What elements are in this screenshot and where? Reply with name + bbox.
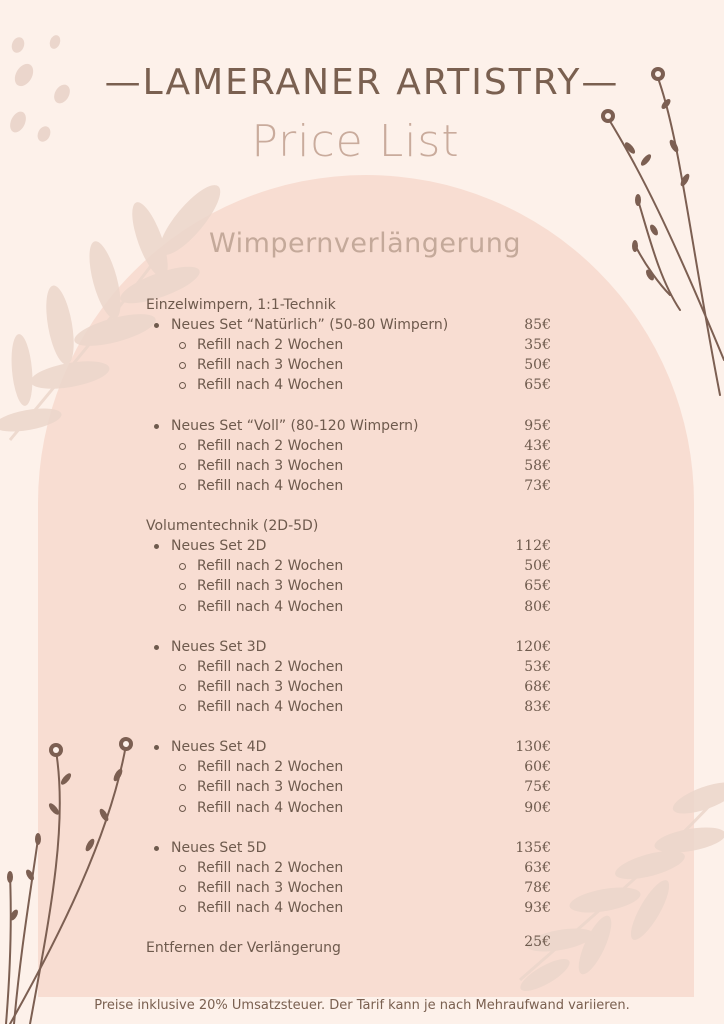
bullet-circle-icon [179, 443, 186, 450]
item-label: Refill nach 3 Wochen [197, 457, 344, 474]
item-price: 78€ [524, 879, 551, 896]
bullet-circle-icon [179, 704, 186, 711]
item-price: 50€ [524, 357, 551, 374]
price-refill-row [0, 858, 724, 878]
price-refill-row [0, 697, 724, 717]
price-refill-row [0, 335, 724, 355]
removal-row [0, 934, 724, 958]
item-label: Refill nach 4 Wochen [197, 477, 344, 494]
price-set-row [0, 416, 724, 436]
item-label: Refill nach 2 Wochen [197, 658, 344, 675]
bullet-circle-icon [179, 563, 186, 570]
item-label: Neues Set “Natürlich” (50-80 Wimpern) [171, 317, 449, 334]
price-refill-row [0, 657, 724, 677]
price-refill-row [0, 456, 724, 476]
price-refill-row [0, 355, 724, 375]
bullet-circle-icon [179, 865, 186, 872]
item-label: Refill nach 4 Wochen [197, 377, 344, 394]
footer-note: Preise inklusive 20% Umsatzsteuer. Der Tarif kann je nach Mehraufwand variieren. [94, 998, 630, 1013]
item-label: Neues Set 3D [171, 638, 267, 655]
price-set-row [0, 536, 724, 556]
bullet-circle-icon [179, 483, 186, 490]
brand-title: —LAMERANER ARTISTRY— [104, 62, 620, 103]
price-refill-row [0, 757, 724, 777]
price-refill-row [0, 556, 724, 576]
item-label: Refill nach 4 Wochen [197, 598, 344, 615]
price-refill-row [0, 597, 724, 617]
bullet-circle-icon [179, 664, 186, 671]
bullet-circle-icon [179, 583, 186, 590]
price-refill-row [0, 476, 724, 496]
bullet-circle-icon [179, 905, 186, 912]
item-price: 73€ [524, 477, 551, 494]
price-refill-row [0, 576, 724, 596]
item-price: 93€ [524, 900, 551, 916]
price-refill-row [0, 798, 724, 818]
bullet-circle-icon [179, 342, 186, 349]
item-price: 65€ [524, 578, 551, 595]
bullet-disc-icon [154, 424, 159, 429]
item-label: Refill nach 3 Wochen [197, 578, 344, 595]
bullet-circle-icon [179, 885, 186, 892]
item-price: 58€ [524, 457, 551, 474]
item-label: Refill nach 3 Wochen [197, 357, 344, 374]
item-price: 95€ [524, 417, 551, 434]
item-price: 120€ [515, 638, 551, 655]
item-price: 135€ [515, 839, 551, 856]
item-label: Refill nach 2 Wochen [197, 759, 344, 776]
bullet-circle-icon [179, 784, 186, 791]
group-heading [0, 295, 724, 315]
page-title: Price List [251, 116, 460, 167]
item-price: 90€ [524, 799, 551, 816]
item-label: Neues Set 5D [171, 839, 267, 856]
item-label: Refill nach 3 Wochen [197, 779, 344, 796]
bullet-circle-icon [179, 382, 186, 389]
section-title: Wimpernverlängerung [209, 228, 521, 259]
item-price: 85€ [524, 317, 551, 334]
item-price: 50€ [524, 558, 551, 575]
price-set-row [0, 838, 724, 858]
item-label: Refill nach 2 Wochen [197, 337, 344, 354]
price-refill-row [0, 436, 724, 456]
item-price: 65€ [524, 377, 551, 394]
item-label: Neues Set 4D [171, 739, 267, 756]
price-set-row [0, 315, 724, 335]
bullet-disc-icon [154, 645, 159, 650]
item-price: 63€ [524, 859, 551, 876]
item-label: Volumentechnik (2D-5D) [146, 518, 319, 535]
item-label: Refill nach 2 Wochen [197, 558, 344, 575]
item-price: 112€ [515, 538, 551, 555]
bullet-circle-icon [179, 764, 186, 771]
item-label: Refill nach 3 Wochen [197, 879, 344, 896]
item-price: 80€ [524, 598, 551, 615]
price-set-row [0, 737, 724, 757]
bullet-circle-icon [179, 805, 186, 812]
item-price: 68€ [524, 678, 551, 695]
price-refill-row [0, 878, 724, 898]
item-label: Refill nach 4 Wochen [197, 699, 344, 715]
item-price: 75€ [524, 779, 551, 796]
item-label: Entfernen der Verlängerung [146, 940, 341, 957]
item-label: Refill nach 4 Wochen [197, 900, 344, 916]
item-price: 83€ [524, 699, 551, 715]
item-price: 43€ [524, 437, 551, 454]
item-label: Refill nach 3 Wochen [197, 678, 344, 695]
price-refill-row [0, 375, 724, 395]
item-label: Neues Set “Voll” (80-120 Wimpern) [171, 417, 419, 434]
item-label: Refill nach 2 Wochen [197, 437, 344, 454]
item-label: Refill nach 2 Wochen [197, 859, 344, 876]
bullet-circle-icon [179, 604, 186, 611]
price-refill-row [0, 898, 724, 918]
bullet-circle-icon [179, 684, 186, 691]
group-heading [0, 516, 724, 536]
bullet-disc-icon [154, 745, 159, 750]
price-refill-row [0, 677, 724, 697]
item-price: 60€ [524, 759, 551, 776]
bullet-disc-icon [154, 544, 159, 549]
item-price: 25€ [524, 934, 551, 951]
bullet-disc-icon [154, 323, 159, 328]
item-price: 130€ [515, 739, 551, 756]
item-price: 53€ [524, 658, 551, 675]
price-refill-row [0, 777, 724, 797]
bullet-circle-icon [179, 362, 186, 369]
item-label: Neues Set 2D [171, 538, 267, 555]
item-label: Refill nach 4 Wochen [197, 799, 344, 816]
item-label: Einzelwimpern, 1:1-Technik [146, 297, 336, 313]
item-price: 35€ [524, 337, 551, 354]
price-set-row [0, 637, 724, 657]
bullet-circle-icon [179, 463, 186, 470]
bullet-disc-icon [154, 846, 159, 851]
